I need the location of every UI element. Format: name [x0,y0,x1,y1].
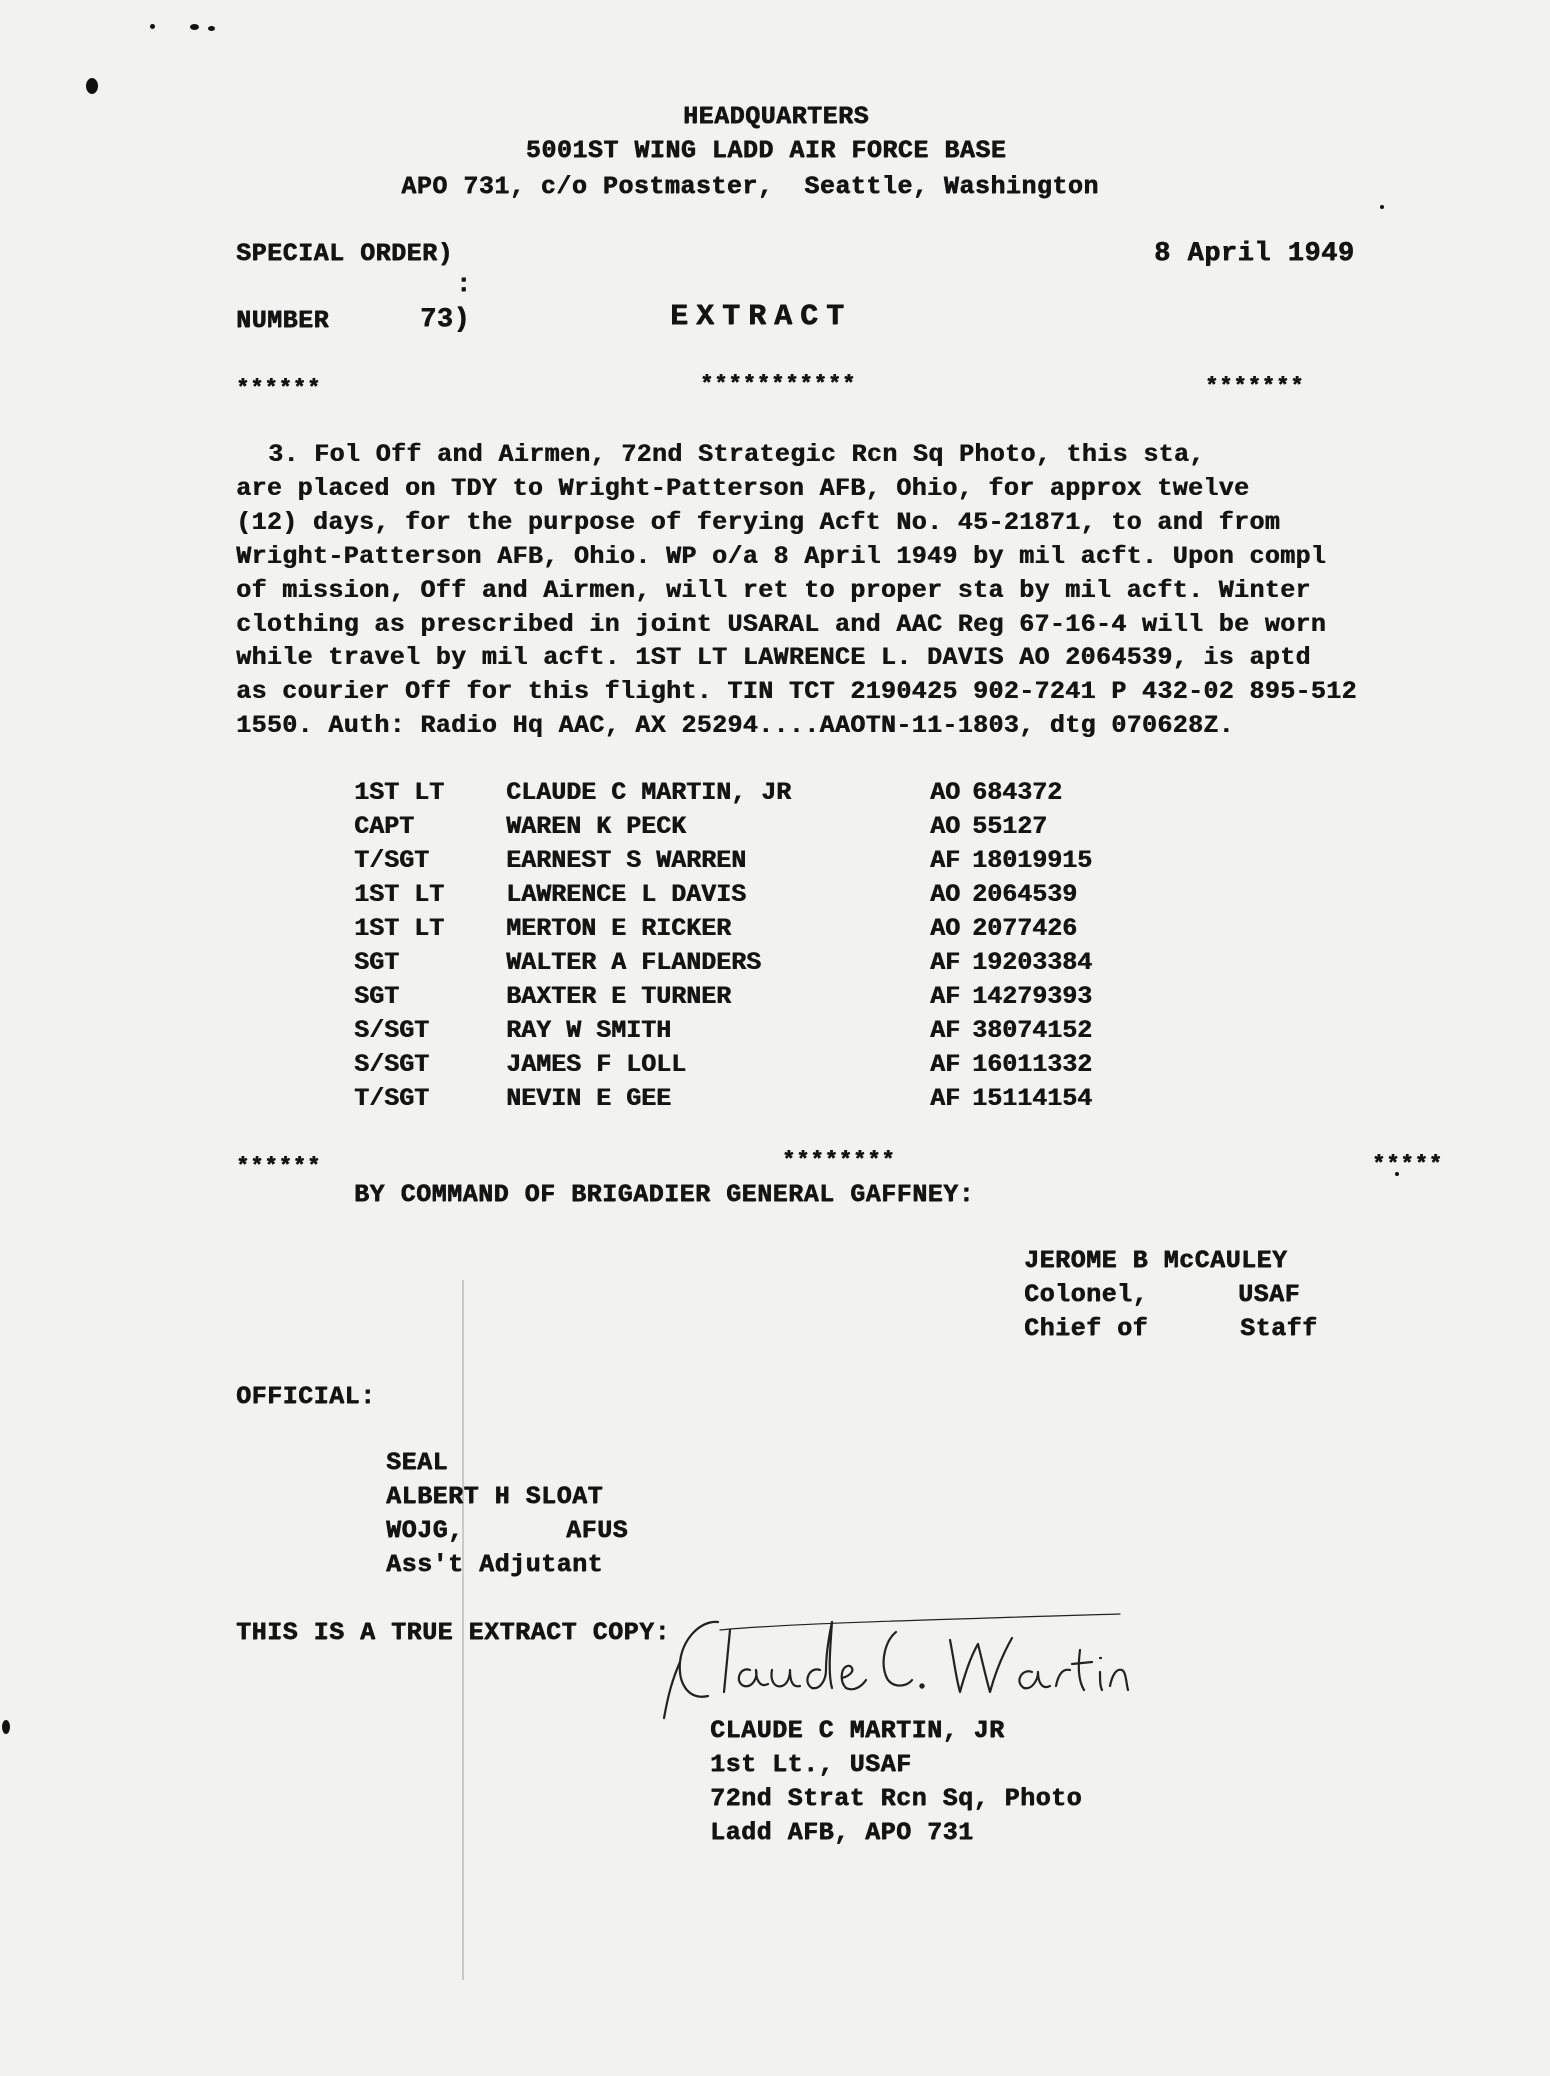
signer-title-rank: Colonel, [1024,1280,1149,1309]
scan-speck [150,24,155,29]
personnel-rank: T/SGT [354,846,430,875]
personnel-name: EARNEST S WARREN [506,846,747,875]
official-seal: SEAL [386,1448,449,1477]
paragraph-line: 3. Fol Off and Airmen, 72nd Strategic Rcn Sq Photo, this sta, [268,440,1205,469]
extract-title: EXTRACT [670,300,853,334]
personnel-prefix: AO [930,812,961,841]
paragraph-line: 1550. Auth: Radio Hq AAC, AX 25294....AAOTN-11-1803, dtg 070628Z. [236,711,1234,740]
header-line-2: 5001ST WING LADD AIR FORCE BASE [525,136,1007,165]
official-branch: AFUS [566,1516,629,1545]
certification-line: THIS IS A TRUE EXTRACT COPY: [236,1618,671,1647]
certifier-unit: 72nd Strat Rcn Sq, Photo [710,1784,1083,1813]
signer-title-chief: Chief of [1024,1314,1149,1343]
personnel-serial: 16011332 [972,1050,1093,1079]
paragraph-line: (12) days, for the purpose of ferying Acft No. 45-21871, to and from [236,508,1280,537]
separator-bottom-left: ****** [236,1154,322,1179]
personnel-name: BAXTER E TURNER [506,982,732,1011]
official-label: OFFICIAL: [236,1382,376,1411]
scan-speck [190,24,199,30]
header-line-3: APO 731, c/o Postmaster, Seattle, Washington [401,172,1099,201]
order-number: 73) [420,305,471,335]
personnel-rank: SGT [354,982,400,1011]
separator-top-right: ******* [1205,374,1305,399]
official-name: ALBERT H SLOAT [386,1482,604,1511]
personnel-serial: 684372 [972,778,1063,807]
personnel-name: NEVIN E GEE [506,1084,672,1113]
paragraph-line: while travel by mil acft. 1ST LT LAWRENCE L. DAVIS AO 2064539, is aptd [236,643,1311,672]
signer-title-service: USAF [1238,1280,1301,1309]
personnel-rank: 1ST LT [354,880,445,909]
personnel-serial: 2064539 [972,880,1078,909]
personnel-prefix: AF [930,1084,961,1113]
separator-top-center: *********** [700,372,857,397]
personnel-rank: S/SGT [354,1016,430,1045]
paragraph-line: are placed on TDY to Wright-Patterson AFB, Ohio, for approx twelve [236,474,1250,503]
personnel-name: CLAUDE C MARTIN, JR [506,778,792,807]
paragraph-line: as courier Off for this flight. TIN TCT 2190425 902-7241 P 432-02 895-512 [236,677,1357,706]
personnel-prefix: AO [930,778,961,807]
personnel-rank: CAPT [354,812,415,841]
personnel-serial: 2077426 [972,914,1078,943]
scan-speck [208,26,215,31]
paragraph-line: of mission, Off and Airmen, will ret to proper sta by mil acft. Winter [236,576,1311,605]
separator-bottom-center: ******** [782,1148,896,1173]
special-order-label: SPECIAL ORDER) [236,239,454,268]
personnel-prefix: AF [930,1050,961,1079]
signer-name: JEROME B McCAULEY [1024,1246,1288,1275]
personnel-serial: 55127 [972,812,1048,841]
certifier-station: Ladd AFB, APO 731 [710,1818,974,1847]
order-date: 8 April 1949 [1154,239,1355,269]
certifier-rank: 1st Lt., USAF [710,1750,912,1779]
personnel-serial: 18019915 [972,846,1093,875]
personnel-name: WAREN K PECK [506,812,687,841]
paragraph-line: Wright-Patterson AFB, Ohio. WP o/a 8 April 1949 by mil acft. Upon compl [236,542,1327,571]
official-rank: WOJG, [386,1516,464,1545]
scan-speck [2,1720,10,1734]
personnel-name: MERTON E RICKER [506,914,732,943]
personnel-name: RAY W SMITH [506,1016,672,1045]
personnel-prefix: AF [930,948,961,977]
paragraph-line: clothing as prescribed in joint USARAL and AAC Reg 67-16-4 will be worn [236,610,1327,639]
header-line-1: HEADQUARTERS [682,102,870,131]
personnel-serial: 38074152 [972,1016,1093,1045]
signer-title-staff: Staff [1240,1314,1318,1343]
personnel-rank: SGT [354,948,400,977]
command-line: BY COMMAND OF BRIGADIER GENERAL GAFFNEY: [354,1180,975,1209]
certifier-name: CLAUDE C MARTIN, JR [710,1716,1005,1745]
order-number-label: NUMBER [236,306,330,335]
personnel-prefix: AF [930,1016,961,1045]
personnel-prefix: AF [930,846,961,875]
personnel-rank: 1ST LT [354,778,445,807]
order-colon: : [456,270,472,299]
scan-speck [86,78,98,94]
personnel-rank: S/SGT [354,1050,430,1079]
personnel-prefix: AO [930,880,961,909]
personnel-serial: 14279393 [972,982,1093,1011]
personnel-name: WALTER A FLANDERS [506,948,762,977]
personnel-name: JAMES F LOLL [506,1050,687,1079]
personnel-prefix: AF [930,982,961,1011]
official-position: Ass't Adjutant [386,1550,604,1579]
personnel-rank: 1ST LT [354,914,445,943]
separator-top-left: ****** [236,376,322,401]
handwritten-signature [660,1600,1130,1730]
personnel-name: LAWRENCE L DAVIS [506,880,747,909]
personnel-prefix: AO [930,914,961,943]
personnel-serial: 19203384 [972,948,1093,977]
personnel-rank: T/SGT [354,1084,430,1113]
separator-bottom-right: ***** [1372,1152,1444,1177]
personnel-serial: 15114154 [972,1084,1093,1113]
scan-speck [1380,205,1384,209]
